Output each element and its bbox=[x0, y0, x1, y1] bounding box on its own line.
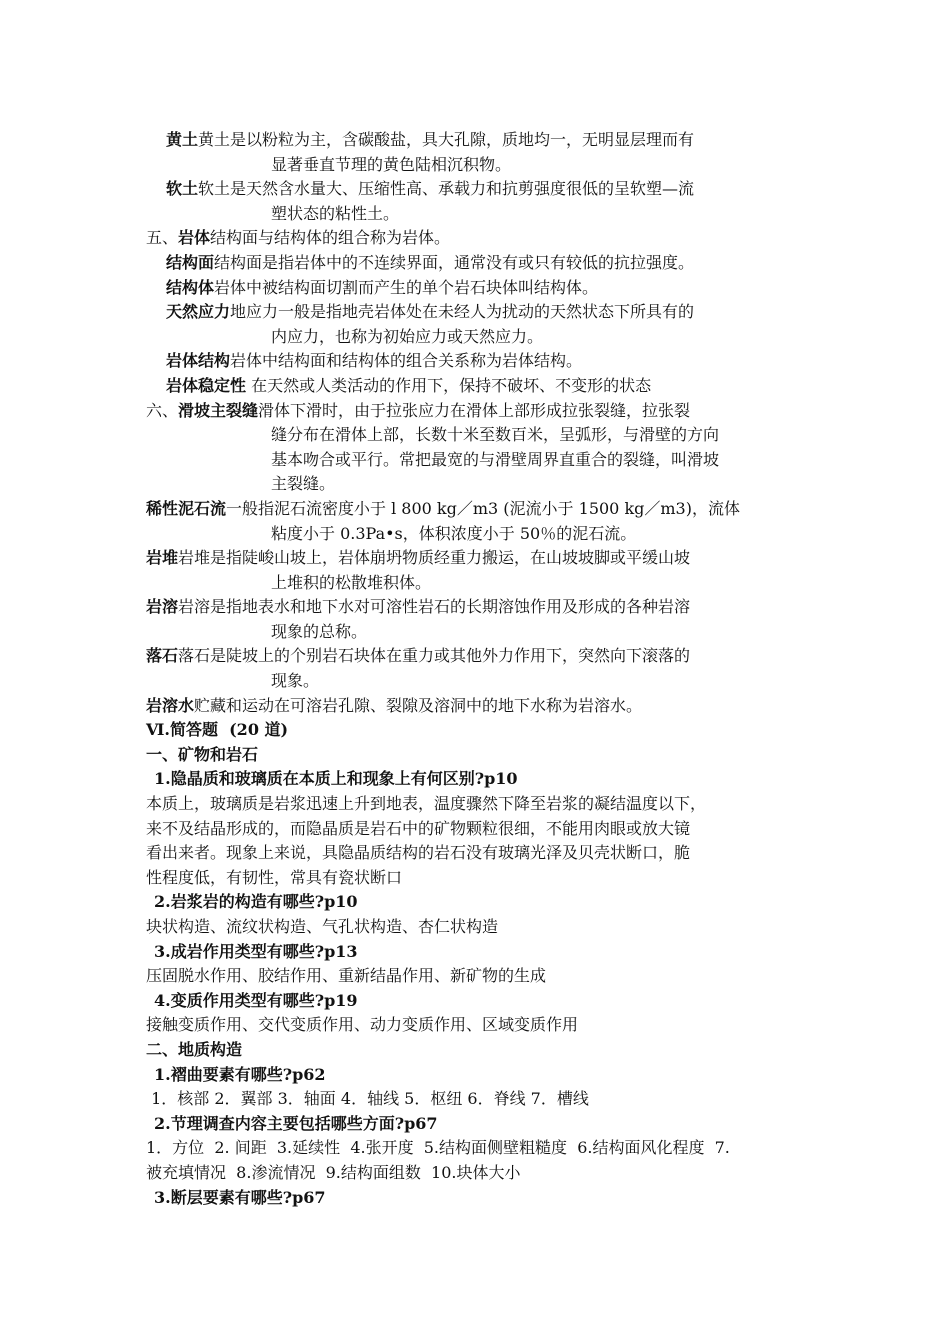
definition-continuation: 上堆积的松散堆积体。 bbox=[271, 572, 432, 592]
definition-text: 结构面与结构体的组合称为岩体。 bbox=[210, 228, 451, 248]
term: 结构体 bbox=[166, 277, 215, 297]
chapter-heading: Ⅵ.简答题 (20 道) bbox=[146, 720, 289, 740]
term: 岩溶水 bbox=[146, 695, 195, 715]
definition-text: 落石是陡坡上的个别岩石块体在重力或其他外力作用下，突然向下滚落的 bbox=[178, 646, 691, 666]
definition-text: 一般指泥石流密度小于 l 800 kg／m3 (泥流小于 1500 kg／m3)，流体 bbox=[226, 498, 740, 518]
answer-line: 性程度低，有韧性，常具有瓷状断口 bbox=[146, 867, 403, 887]
definition-loess bbox=[146, 128, 816, 153]
term: 软土 bbox=[166, 179, 199, 199]
section-prefix: 六、 bbox=[146, 400, 179, 420]
definition-text: 岩溶是指地表水和地下水对可溶性岩石的长期溶蚀作用及形成的各种岩溶 bbox=[178, 597, 691, 617]
definition-text: 地应力一般是指地壳岩体处在未经人为扰动的天然状态下所具有的 bbox=[230, 302, 695, 322]
term: 滑坡主裂缝 bbox=[178, 400, 259, 420]
definition-continuation: 塑状态的粘性土。 bbox=[271, 203, 400, 223]
definition-structural-plane bbox=[146, 251, 816, 276]
definition-text: 岩体中结构面和结构体的组合关系称为岩体结构。 bbox=[230, 351, 583, 371]
term: 黄土 bbox=[166, 130, 199, 149]
definition-continuation: 粘度小于 0.3Pa•s，体积浓度小于 50％的泥石流。 bbox=[271, 523, 637, 543]
document-body bbox=[146, 128, 816, 1210]
section-rock-mass bbox=[146, 226, 816, 251]
question: 1.褶曲要素有哪些?p62 bbox=[154, 1064, 326, 1084]
definition-text: 软土是天然含水量大、压缩性高、承载力和抗剪强度很低的呈软塑—流 bbox=[198, 179, 695, 199]
definition-rock-mass-structure bbox=[146, 349, 816, 374]
definition-text: 滑体下滑时，由于拉张应力在滑体上部形成拉张裂缝，拉张裂 bbox=[258, 400, 691, 420]
definition-continuation: 显著垂直节理的黄色陆相沉积物。 bbox=[271, 154, 512, 174]
definition-text: 岩体中被结构面切割而产生的单个岩石块体叫结构体。 bbox=[214, 277, 599, 297]
definition-natural-stress bbox=[146, 300, 816, 325]
definition-text: 岩堆是指陡峻山坡上，岩体崩坍物质经重力搬运，在山坡坡脚或平缓山坡 bbox=[178, 548, 691, 568]
term: 岩溶 bbox=[146, 597, 179, 617]
question: 1.隐晶质和玻璃质在本质上和现象上有何区别?p10 bbox=[154, 769, 518, 789]
definition-continuation: 基本吻合或平行。常把最宽的与滑壁周界直重合的裂缝，叫滑坡 bbox=[271, 449, 720, 469]
section-prefix: 五、 bbox=[146, 228, 179, 248]
definition-text: 黄土是以粉粒为主，含碳酸盐，具大孔隙，质地均一，无明显层理而有 bbox=[198, 130, 695, 149]
question: 2.节理调查内容主要包括哪些方面?p67 bbox=[154, 1113, 438, 1133]
definition-continuation: 现象。 bbox=[271, 671, 320, 691]
term: 岩体 bbox=[178, 228, 211, 248]
definition-rock-mass-stability bbox=[146, 374, 816, 399]
answer-line: 来不及结晶形成的，而隐晶质是岩石中的矿物颗粒很细，不能用肉眼或放大镜 bbox=[146, 818, 691, 838]
question: 3.成岩作用类型有哪些?p13 bbox=[154, 941, 358, 961]
definition-talus bbox=[146, 546, 816, 571]
question: 3.断层要素有哪些?p67 bbox=[154, 1187, 326, 1207]
term: 结构面 bbox=[166, 252, 215, 272]
term: 稀性泥石流 bbox=[146, 498, 227, 518]
part-heading: 二、地质构造 bbox=[146, 1039, 243, 1059]
answer-line: 本质上，玻璃质是岩浆迅速上升到地表，温度骤然下降至岩浆的凝结温度以下， bbox=[146, 794, 707, 814]
definition-rockfall bbox=[146, 644, 816, 669]
definition-continuation: 内应力，也称为初始应力或天然应力。 bbox=[271, 326, 544, 346]
term: 岩体结构 bbox=[166, 351, 231, 371]
answer-line: 1．方位 2. 间距 3.延续性 4.张开度 5.结构面侧壁粗糙度 6.结构面风化程度 7. bbox=[146, 1138, 730, 1158]
definition-karst-water bbox=[146, 694, 816, 719]
answer-line: 块状构造、流纹状构造、气孔状构造、杏仁状构造 bbox=[146, 917, 499, 936]
definition-karst bbox=[146, 595, 816, 620]
term: 岩堆 bbox=[146, 548, 179, 568]
term: 落石 bbox=[146, 646, 179, 666]
definition-text: 贮藏和运动在可溶岩孔隙、裂隙及溶洞中的地下水称为岩溶水。 bbox=[194, 695, 643, 715]
section-main-landslide-crack bbox=[146, 399, 816, 424]
answer-line: 接触变质作用、交代变质作用、动力变质作用、区域变质作用 bbox=[146, 1015, 579, 1035]
definition-text: 在天然或人类活动的作用下，保持不破坏、不变形的状态 bbox=[246, 375, 652, 395]
answer-line: 1．核部 2．翼部 3．轴面 4．轴线 5．枢纽 6．脊线 7．槽线 bbox=[146, 1089, 589, 1109]
answer-line: 看出来者。现象上来说，具隐晶质结构的岩石没有玻璃光泽及贝壳状断口，脆 bbox=[146, 843, 691, 863]
term: 岩体稳定性 bbox=[166, 375, 247, 395]
definition-continuation: 主裂缝。 bbox=[271, 474, 336, 494]
definition-dilute-debris-flow bbox=[146, 497, 816, 522]
question: 2.岩浆岩的构造有哪些?p10 bbox=[154, 892, 358, 912]
definition-soft-soil bbox=[146, 177, 816, 202]
part-heading: 一、矿物和岩石 bbox=[146, 744, 259, 764]
question: 4.变质作用类型有哪些?p19 bbox=[154, 990, 358, 1010]
answer-line: 压固脱水作用、胶结作用、重新结晶作用、新矿物的生成 bbox=[146, 966, 547, 986]
definition-continuation: 缝分布在滑体上部，长数十米至数百米，呈弧形，与滑壁的方向 bbox=[271, 425, 720, 445]
definition-structural-body bbox=[146, 276, 816, 301]
definition-continuation: 现象的总称。 bbox=[271, 621, 368, 641]
answer-line: 被充填情况 8.渗流情况 9.结构面组数 10.块体大小 bbox=[146, 1162, 521, 1182]
definition-text: 结构面是指岩体中的不连续界面，通常没有或只有较低的抗拉强度。 bbox=[214, 252, 695, 272]
term: 天然应力 bbox=[166, 302, 231, 322]
